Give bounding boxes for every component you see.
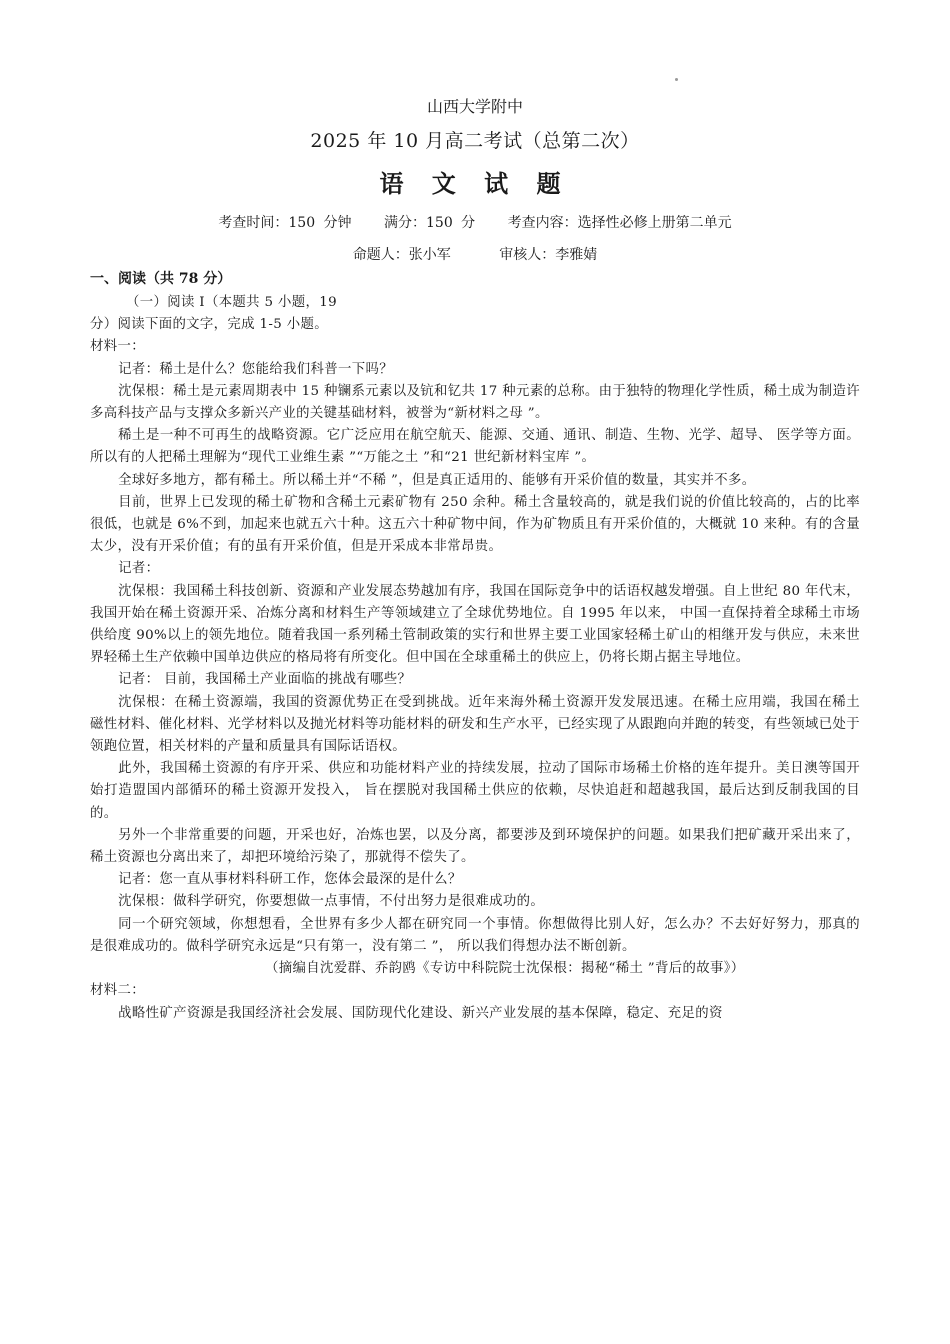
exam-content: 考查内容：选择性必修上册第二单元 bbox=[507, 215, 732, 231]
material-two-label: 材料二： bbox=[90, 983, 145, 999]
paragraph: 记者：稀土是什么？您能给我们科普一下吗？ bbox=[118, 361, 393, 377]
exam-time: 考查时间：150 分钟 bbox=[218, 215, 352, 231]
subject-title: 语 文 试 题 bbox=[379, 169, 571, 198]
material-one-label: 材料一： bbox=[90, 339, 145, 355]
scan-speck bbox=[675, 78, 678, 81]
paragraph: 战略性矿产资源是我国经济社会发展、国防现代化建设、新兴产业发展的基本保障，稳定、充足的资 bbox=[118, 1005, 723, 1021]
reading-material bbox=[90, 292, 860, 1025]
reading-intro-line1: （一）阅读 Ⅰ（本题共 5 小题，19 bbox=[126, 295, 337, 310]
paragraph: 另外一个非常重要的问题，开采也好，冶炼也罢，以及分离，都要涉及到环境保护的问题。如果我们把矿藏开采出来了，稀土资源也分离出来了，却把环境给污染了，那就得不偿失了。 bbox=[90, 827, 860, 866]
exam-people bbox=[0, 244, 950, 264]
paragraph: 沈保根：做科学研究，你要想做一点事情，不付出努力是很难成功的。 bbox=[118, 894, 545, 910]
paragraph: 记者： bbox=[118, 561, 160, 577]
exam-title: 2025 年 10 月高二考试（总第二次） bbox=[310, 130, 640, 152]
paragraph: 沈保根：在稀土资源端，我国的资源优势正在受到挑战。近年来海外稀土资源开发发展迅速。在稀土应用端，我国在稀土磁性材料、催化材料、光学材料以及抛光材料等功能材料的研发和生产水平，已经实现了从跟跑向并跑的转变，有些领域已处于领跑位置，相关材料的产量和质量具有国际话语权。 bbox=[90, 694, 860, 755]
question-setter: 命题人：张小军 bbox=[352, 247, 451, 263]
school-name: 山西大学附中 bbox=[426, 97, 523, 116]
section-title: 一、阅读（共 78 分） bbox=[90, 271, 232, 287]
paragraph: 目前，世界上已发现的稀土矿物和含稀土元素矿物有 250 余种。稀土含量较高的，就是我们说的价值比较高的，占的比率很低，也就是 6%不到，加起来也就五六十种。这五六十种矿物中间，作为矿物质且有开采价值的，大概就 10 来种。有的含量太少，没有开采价值；有的虽有开采价值，但是开采成本非常昂贵。 bbox=[90, 494, 860, 555]
reading-intro-line2: 分）阅读下面的文字，完成 1-5 小题。 bbox=[90, 317, 328, 333]
reviewer: 审核人：李雅婧 bbox=[499, 247, 598, 263]
paragraph: 记者：您一直从事材料科研工作，您体会最深的是什么？ bbox=[118, 872, 462, 888]
paragraph: 沈保根：我国稀土科技创新、资源和产业发展态势越加有序，我国在国际竞争中的话语权越发增强。自上世纪 80 年代末，我国开始在稀土资源开采、冶炼分离和材料生产等领域建立了全球优势地位。自 1995 年以来， 中国一直保持着全球稀土市场供给度 90%以上的领先地位。随着我国一系列稀土管制政策的实行和世界主要工业国家轻稀土矿山的相继开发与供应，未来世界轻稀土生产依赖中国单边供应的格局将有所变化。但中国在全球重稀土的供应上，仍将长期占据主导地位。 bbox=[90, 583, 860, 666]
source-citation: （摘编自沈爱群、乔韵鸥《专访中科院院士沈保根：揭秘“稀土 ”背后的故事》） bbox=[265, 961, 745, 977]
paragraph: 同一个研究领域，你想想看，全世界有多少人都在研究同一个事情。你想做得比别人好，怎么办？不去好好努力，那真的是很难成功的。做科学研究永远是“只有第一，没有第二 ”， 所以我们得想办法不断创新。 bbox=[90, 916, 860, 954]
exam-meta bbox=[0, 212, 950, 232]
exam-score: 满分：150 分 bbox=[384, 215, 476, 231]
paragraph: 记者： 目前，我国稀土产业面临的挑战有哪些？ bbox=[118, 672, 412, 688]
paragraph: 全球好多地方，都有稀土。所以稀土并“不稀 ”，但是真正适用的、能够有开采价值的数量，其实并不多。 bbox=[118, 472, 756, 488]
paragraph: 沈保根：稀土是元素周期表中 15 种镧系元素以及钪和钇共 17 种元素的总称。由于独特的物理化学性质，稀土成为制造许多高科技产品与支撑众多新兴产业的关键基础材料，被誉为“新材料之母 ”。 bbox=[90, 383, 860, 422]
paragraph: 此外，我国稀土资源的有序开采、供应和功能材料产业的持续发展，拉动了国际市场稀土价格的连年提升。美日澳等国开始打造盟国内部循环的稀土资源开发投入， 旨在摆脱对我国稀土供应的依赖，尽快追赶和超越我国，最后达到反制我国的目的。 bbox=[90, 761, 860, 821]
paragraph: 稀土是一种不可再生的战略资源。它广泛应用在航空航天、能源、交通、通讯、制造、生物、光学、超导、 医学等方面。所以有的人把稀土理解为“现代工业维生素 ”“万能之土 ”和“21 世纪新材料宝库 ”。 bbox=[90, 428, 860, 466]
